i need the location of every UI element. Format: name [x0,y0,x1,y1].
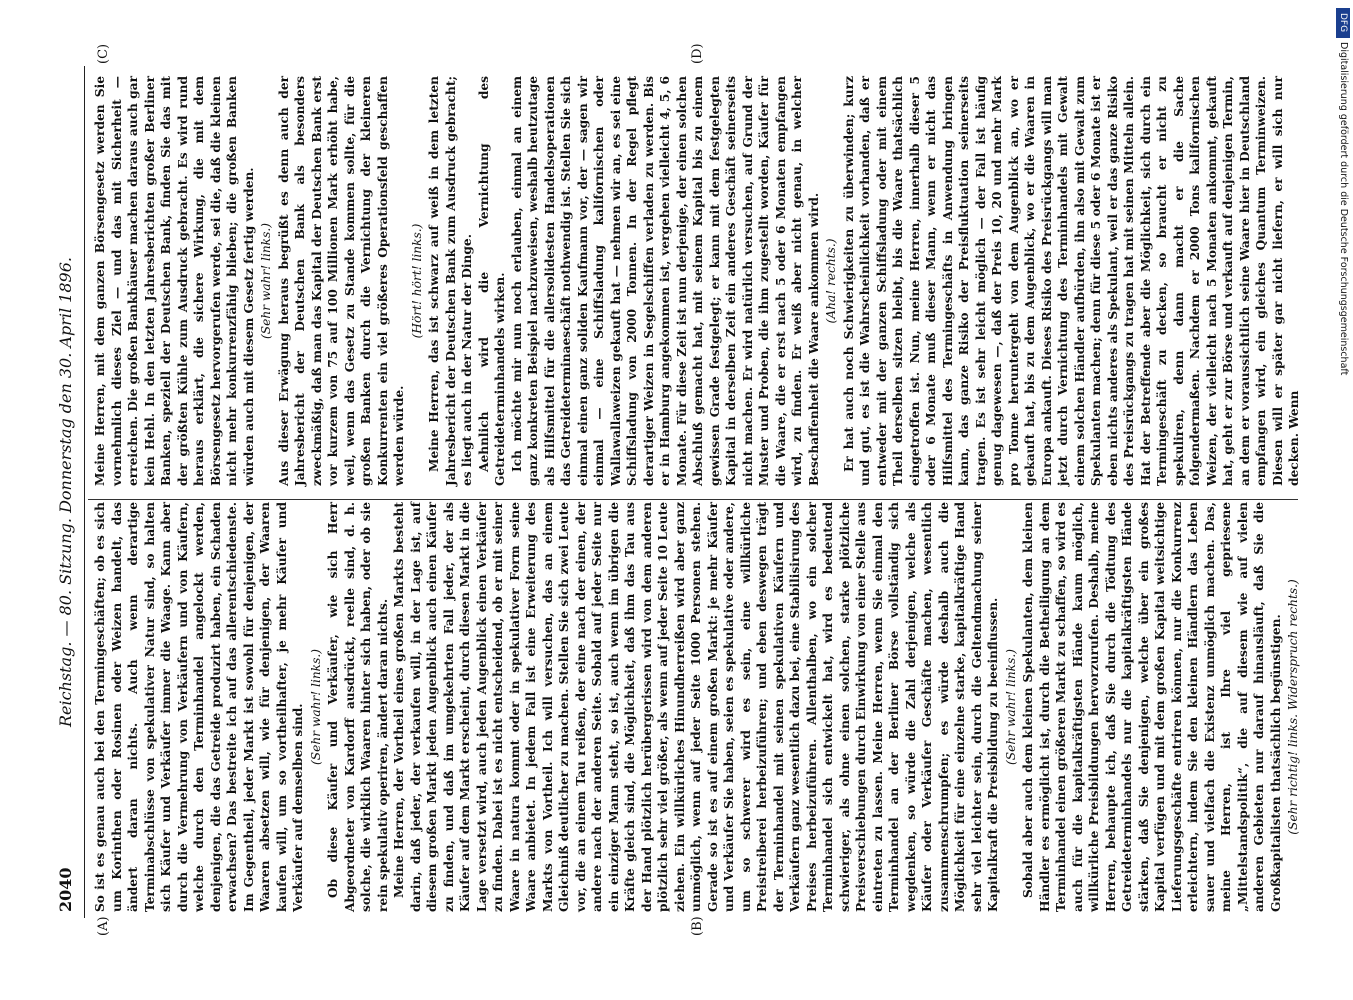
paragraph: Ich möchte mir nun noch erlauben, einmal an einem ganz konkreten Beispiel nachzuweisen, weshalb heutzutage als Hilfsmittel für die allersolidesten Handelsoperationen das Getreideterminaeschäft nothwendig ist. Stellen Sie sich einmal einen ganz soliden Kaufmann vor, der — sagen wir einmal — eine Schiffsladung kalifornischen oder Wallawallaweizen gekauft hat — nehmen wir an, es sei eine Schiffsladung von 2000 Tonnen. In der Regel pflegt derartiger Weizen in Segelschiffen verladen zu werden. Bis er in Hamburg angekommen ist, vergehen vielleicht 4, 5, 6 Monate. Für diese Zeit ist nun derjenige, der einen solchen Abschluß gemacht hat, mit seinem Kapital bis zu einem gewissen Grade festgelegt; er kann mit dem festgelegten Kapital in derselben Zeit ein anderes Geschäft seinerseits nicht machen. Er wird natürlich versuchen, auf Grund der Muster und Proben, die ihm zugestellt worden, Käufer für die Waare, die er erst nach 5 oder 6 Monaten empfangen wird, zu finden. Er weiß aber nicht genau, in welcher Beschaffenheit die Waare ankommen wird. [509,75,821,486]
page-number: 2040 [56,867,75,912]
interjection: (Aha! rechts.) [824,238,838,324]
paragraph: Aus dieser Erwägung heraus begrüßt es denn auch der Jahresbericht der Deutschen Bank als besonders zweckmäßig, daß man das Kapital der Deutschen Bank erst vor kurzem von 75 auf 100 Millionen Mark erhöht habe, weil, wenn das Gesetz zu Stande kommen sollte, für die großen Banken durch die Vernichtung der kleineren Konkurrenten ein viel größeres Operationsfeld geschaffen werden würde. [276,76,406,486]
paragraph: Er hat auch noch Schwierigkeiten zu überwinden; kurz und gut, es ist die Wahrscheinlichkeit vorhanden, daß er entweder mit der ganzen Schiffsladung oder mit einem Theil derselben sitzen bleibt, bis die Waare thatsächlich eingetroffen ist. Nun, meine Herren, innerhalb dieser 5 oder 6 Monate muß dieser Mann, wenn er nicht das Hilfsmittel des Termingeschäfts in Anwendung bringen kann, das ganze Risiko der Preisfluktuation seinerseits tragen. Es ist sehr leicht möglich — der Fall ist häufig genug dagewesen —, daß der Preis 10, 20 und mehr Mark pro Tonne heruntergeht von dem Augenblick an, wo er gekauft hat, bis zu dem Augenblick, wo er die Waaren in Europa ankauft. Dieses Risiko des Preisrückgangs will man jetzt durch Vernichtung des Terminhandels mit Gewalt einem solchen Händler aufbürden, ihn also mit Gewalt zum Spekulanten machen; denn für diese 5 oder 6 Monate ist er eben nichts anderes als Spekulant, weil er das ganze Risiko des Preisrückgangs zu tragen hat mit seinen Mitteln allein. Hat der Betreffende aber die Möglichkeit, sich durch ein Termingeschäft zu decken, so braucht er nicht zu spekuliren, denn dann macht er die Sache folgendermaßen. Nachdem er 2000 Tons kalifornischen Weizen, der vielleicht nach 5 Monaten ankommt, gekauft hat, geht er zur Börse und verkauft auf denjenigen Termin, an dem er voraussichtlich seine Waare hier in Deutschland empfangen wird, ein gleiches Quantum Terminweizen. Diesen will er später gar nicht liefern, er will sich nur decken. Wenn [841,76,1301,486]
left-column [92,502,1300,912]
column-divider [88,499,1298,500]
paragraph: Meine Herren, mit dem ganzen Börsengesetz werden Sie vornehmlich dieses Ziel — und das mit Sicherheit — erreichen. Die großen Bankhäuser machen daraus auch gar kein Hehl. In den letzten Jahresberichten großer Berliner Banken, speziell der Deutschen Bank, finden Sie das mit der größten Kühle zum Ausdruck gebracht. Es wird rund heraus erklärt, die sichere Wirkung, die mit dem Börsengesetz hervorgerufen werde, sei die, daß die kleinen nicht mehr konkurrenzfähig blieben; die großen Banken würden auch mit diesem Gesetz fertig werden. [93,76,256,486]
right-column [92,75,1301,486]
interjection: (Sehr wahr! links.) [308,649,323,765]
paragraph: Sobald aber auch dem kleinen Spekulanten, dem kleinen Händler es ermöglicht ist, durch die Betheiligung an dem Terminhandel einen größeren Markt zu schaffen, so wird es auch für die kapitalkräftigsten Hände kaum möglich, willkürliche Preisbildungen hervorzurufen. Deshalb, meine Herren, behaupte ich, daß Sie durch die Tödtung des Getreideterminhandels nur die kapitalkräftigsten Hände stärken, daß Sie denjenigen, welche über ein großes Kapital verfügen und mit dem großen Kapital weitsichtige Lieferungsgeschäfte entriren können, nur die Konkurrenz erleichtern, indem Sie den kleinen Händlern das Leben sauer und vielfach die Existenz unmöglich machen. Das, meine Herren, ist Ihre viel gepriesene „Mittelstandspolitik“, die auf diesem wie auf vielen anderen Gebieten nur darauf hinausläuft, daß Sie die Großkapitalisten thatsächlich begünstigen. [1021,502,1283,912]
header-title: Reichstag. — 80. Sitzung. Donnerstag den 30. April 1896. [56,257,75,727]
margin-marker-b: (B) [690,916,705,936]
digitization-note: Digitalisierung gefördert durch die Deutsche Forschungsgemeinschaft [1338,42,1349,376]
header-rule [84,66,85,918]
paragraph: Aehnlich wird die Vernichtung des Getreideterminhandels wirken. [476,76,507,486]
interjection: (Sehr wahr! links.) [1003,649,1018,765]
interjection: (Sehr richtig! links. Widerspruch rechts.) [1286,579,1300,835]
page-header [54,72,78,912]
paragraph: Meine Herren, das ist schwarz auf weiß in dem letzten Jahresbericht der Deutschen Bank zum Ausdruck gebracht; es liegt auch in der Natur der Dinge. [427,76,474,486]
dfg-badge: DFG [1336,8,1350,38]
interjection: (Sehr wahr! links.) [259,223,273,339]
margin-marker-c: (C) [96,43,111,64]
digitization-strip [1336,8,1350,992]
margin-marker-a: (A) [96,916,111,936]
paragraph: So ist es genau auch bei den Termingeschäften; ob es sich um Korinthen oder Rosinen oder Weizen handelt, das ändert daran nichts. Auch wenn derartige Terminabschlüsse von spekulativer Natur sind, so halten sich Käufer und Verkäufer immer die Waage. Kann aber durch die Vermehrung von Verkäufern und von Käufern, welche durch den Terminhandel angelockt werden, denjenigen, die das Getreide produzirt haben, ein Schaden erwachsen? Das bestreite ich auf das allerentschiedenste. Im Gegentheil, jeder Markt ist sowohl für denjenigen, der Waaren absetzen will, wie für denjenigen, der Waaren kaufen will, um so vortheilhafter, je mehr Käufer und Verkäufer auf demselben sind. [93,502,305,912]
paragraph: Meine Herren, der Vortheil eines großen Markts besteht darin, daß jeder, der verkaufen will, in der Lage ist, auf diesem großen Markt jeden Augenblick auch einen Käufer zu finden, und daß im umgekehrten Fall jeder, der als Käufer auf dem Markt erscheint, durch diesen Markt in die Lage versetzt wird, auch jeden Augenblick einen Verkäufer zu finden. Dabei ist es nicht entscheidend, ob er mit seiner Waare in natura kommt oder in spekulativer Form seine Waare anbietet. In jedem Fall ist eine Erweiterung des Markts von Vortheil. Ich will versuchen, das an einem Gleichniß deutlicher zu machen. Stellen Sie sich zwei Leute vor, die an einem Tau reißen, der eine nach der einen, der andere nach der anderen Seite. Sobald auf jeder Seite nur ein einziger Mann steht, so ist, auch wenn im übrigen die Kräfte gleich sind, die Möglichkeit, daß ihm das Tau aus der Hand plötzlich herübergerissen wird von dem anderen plötzlich sehr viel größer, als wenn auf jeder Seite 10 Leute ziehen. Ein willkürliches Hinundherreißen wird aber ganz unmöglich, wenn auf jeder Seite 1000 Personen stehen. Gerade so ist es auf einem großen Markt: je mehr Käufer und Verkäufer Sie haben, seien es spekulative oder andere, um so schwerer wird es sein, eine willkürliche Preistreiberei herbeizuführen; und eben deswegen trägt der Terminhandel mit seinen spekulativen Käufern und Verkäufern ganz wesentlich dazu bei, eine Stabilisirung des Preises herbeizuführen. Allenthalben, wo ein solcher Terminhandel sich entwickelt hat, wird es bedeutend schwieriger, als ohne einen solchen, starke plötzliche Preisverschiebungen durch Einwirkung von einer Stelle aus eintreten zu lassen. Meine Herren, wenn Sie einmal den Terminhandel an der Berliner Börse vollständig sich wegdenken, so würde die Zahl derjenigen, welche als Käufer oder Verkäufer Geschäfte machen, wesentlich zusammenschrumpfen; es würde deshalb auch die Möglichkeit für eine einzelne starke, kapitalkräftige Hand sehr viel leichter sein, durch die Geltendmachung seiner Kapitalkraft die Preisbildung zu beeinflussen. [392,502,1000,912]
interjection: (Hört! hört! links.) [409,223,424,339]
paragraph: Ob diese Käufer und Verkäufer, wie sich Herr Abgeordneter von Kardorff ausdrückt, reelle sind, d. h. solche, die wirklich Waaren hinter sich haben, oder ob sie rein spekulativ operiren, ändert daran nichts. [326,502,390,912]
margin-marker-d: (D) [690,43,705,64]
